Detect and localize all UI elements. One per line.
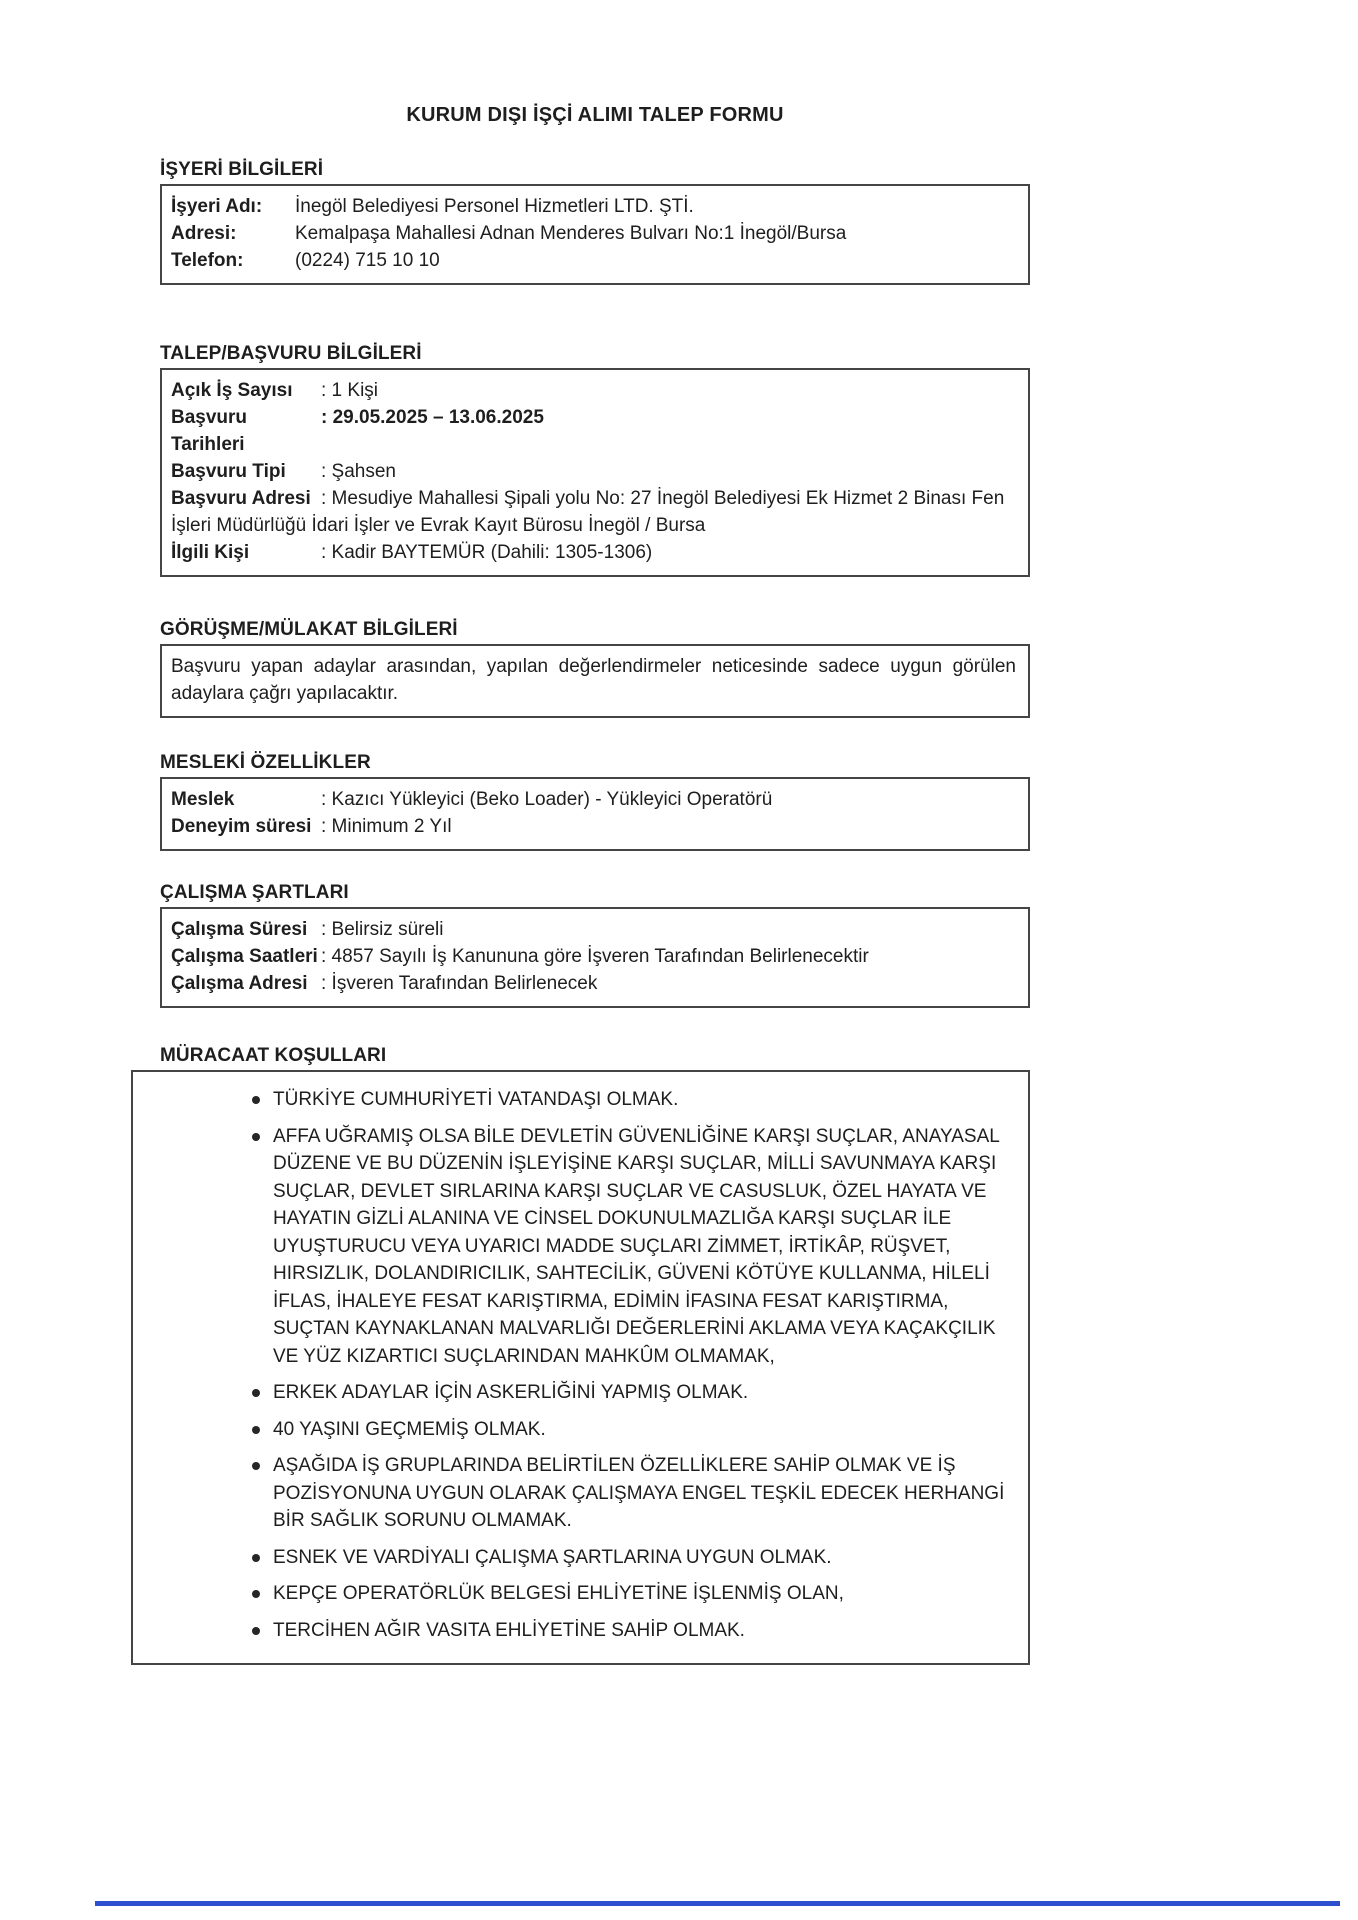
list-item-text: ESNEK VE VARDİYALI ÇALIŞMA ŞARTLARINA UYGUN OLMAK. [273, 1546, 832, 1568]
section-header-mesleki: MESLEKİ ÖZELLİKLER [160, 752, 371, 773]
field-label: Çalışma Saatleri [171, 946, 318, 967]
field-label: Çalışma Süresi [171, 919, 308, 940]
section-gorusme-mulakat [160, 619, 1030, 718]
field-value: : Şahsen [321, 461, 396, 482]
field-calisma-suresi [171, 916, 1016, 943]
field-label: Çalışma Adresi [171, 973, 308, 994]
list-item [245, 1452, 1014, 1535]
field-telefon [171, 247, 1016, 274]
field-basvuru-adresi [171, 485, 1016, 539]
footer-blue-line [95, 1901, 1340, 1906]
document-title: KURUM DIŞI İŞÇİ ALIMI TALEP FORMU [406, 104, 784, 126]
gorusme-text: Başvuru yapan adaylar arasından, yapılan değerlendirmeler neticesinde sadece uygun görülen adaylara çağrı yapılacaktır. [171, 656, 1016, 704]
bullet-icon [252, 1096, 260, 1104]
field-value: (0224) 715 10 10 [295, 250, 440, 271]
field-value: : Mesudiye Mahallesi Şipali yolu No: 27 İnegöl Belediyesi Ek Hizmet 2 Binası Fen İşleri Müdürlüğü İdari İşler ve Evrak Kayıt Bürosu İnegöl / Bursa [171, 488, 1005, 536]
bullet-icon [252, 1426, 260, 1434]
list-item [245, 1379, 1014, 1407]
section-muracaat-kosullari [160, 1045, 1030, 1665]
list-item [245, 1123, 1014, 1371]
list-item [245, 1580, 1014, 1608]
muracaat-box [131, 1070, 1030, 1665]
section-header-isyeri: İŞYERİ BİLGİLERİ [160, 159, 324, 180]
calisma-box [160, 907, 1030, 1008]
field-ilgili-kisi [171, 539, 1016, 566]
list-item-text: 40 YAŞINI GEÇMEMİŞ OLMAK. [273, 1418, 546, 1440]
list-item-text: AFFA UĞRAMIŞ OLSA BİLE DEVLETİN GÜVENLİĞİNE KARŞI SUÇLAR, ANAYASAL DÜZENE VE BU DÜZENİN İŞLEYİŞİNE KARŞI SUÇLAR, MİLLİ SAVUNMAYA KARŞI SUÇLAR, DEVLET SIRLARINA KARŞI SUÇLAR VE CASUSLUK, ÖZEL HAYATA VE HAYATIN GİZLİ ALANINA VE CİNSEL DOKUNULMAZLIĞA KARŞI SUÇLAR İLE UYUŞTURUCU VEYA UYARICI MADDE SUÇLARI ZİMMET, İRTİKÂP, RÜŞVET, HIRSIZLIK, DOLANDIRICILIK, SAHTECİLİK, GÜVENİ KÖTÜYE KULLANMA, HİLELİ İFLAS, İHALEYE FESAT KARIŞTIRMA, EDİMİN İFASINA FESAT KARIŞTIRMA, SUÇTAN KAYNAKLANAN MALVARLIĞI DEĞERLERİNİ AKLAMA VEYA KAÇAKÇILIK VE YÜZ KIZARTICI SUÇLARINDAN MAHKÛM OLMAMAK, [273, 1125, 1000, 1367]
field-value: : Kadir BAYTEMÜR (Dahili: 1305-1306) [321, 542, 653, 563]
field-deneyim-suresi [171, 813, 1016, 840]
gorusme-box [160, 644, 1030, 718]
field-adresi [171, 220, 1016, 247]
field-value: : İşveren Tarafından Belirlenecek [321, 973, 598, 994]
section-header-talep: TALEP/BAŞVURU BİLGİLERİ [160, 343, 422, 364]
list-item [245, 1416, 1014, 1444]
field-basvuru-tipi [171, 458, 1016, 485]
form-document [160, 104, 1030, 1665]
bullet-icon [252, 1554, 260, 1562]
field-value: : 4857 Sayılı İş Kanununa göre İşveren Tarafından Belirlenecektir [321, 946, 869, 967]
field-value: : 29.05.2025 – 13.06.2025 [321, 407, 544, 428]
field-value: : Belirsiz süreli [321, 919, 444, 940]
field-label: İşyeri Adı: [171, 196, 263, 217]
section-header-gorusme: GÖRÜŞME/MÜLAKAT BİLGİLERİ [160, 619, 458, 640]
field-label: Başvuru Tipi [171, 461, 286, 482]
bullet-icon [252, 1462, 260, 1470]
list-item-text: TÜRKİYE CUMHURİYETİ VATANDAŞI OLMAK. [273, 1089, 679, 1110]
field-label: Açık İş Sayısı [171, 380, 293, 401]
field-label: Meslek [171, 789, 235, 810]
section-header-muracaat: MÜRACAAT KOŞULLARI [160, 1045, 387, 1066]
field-label: Telefon: [171, 250, 244, 271]
list-item-text: AŞAĞIDA İŞ GRUPLARINDA BELİRTİLEN ÖZELLİKLERE SAHİP OLMAK VE İŞ POZİSYONUNA UYGUN OLARAK ÇALIŞMAYA ENGEL TEŞKİL EDECEK HERHANGİ BİR SAĞLIK SORUNU OLMAMAK. [273, 1455, 1005, 1531]
field-isyeri-adi [171, 193, 1016, 220]
list-item-text: ERKEK ADAYLAR İÇİN ASKERLİĞİNİ YAPMIŞ OLMAK. [273, 1382, 749, 1403]
bullet-icon [252, 1590, 260, 1598]
field-label: İlgili Kişi [171, 542, 250, 563]
section-header-calisma: ÇALIŞMA ŞARTLARI [160, 882, 349, 903]
field-label: Adresi: [171, 223, 237, 244]
list-item [245, 1617, 1014, 1645]
field-value: : Minimum 2 Yıl [321, 816, 452, 837]
field-label: Başvuru Tarihleri [171, 407, 248, 455]
list-item [245, 1544, 1014, 1572]
field-calisma-adresi [171, 970, 1016, 997]
field-value: Kemalpaşa Mahallesi Adnan Menderes Bulvarı No:1 İnegöl/Bursa [295, 223, 847, 244]
field-label: Deneyim süresi [171, 816, 312, 837]
muracaat-list [133, 1084, 1014, 1644]
field-value: : Kazıcı Yükleyici (Beko Loader) - Yükleyici Operatörü [321, 789, 773, 810]
field-value: İnegöl Belediyesi Personel Hizmetleri LTD. ŞTİ. [295, 196, 694, 217]
list-item-text: TERCİHEN AĞIR VASITA EHLİYETİNE SAHİP OLMAK. [273, 1619, 745, 1641]
field-value: : 1 Kişi [321, 380, 379, 401]
bullet-icon [252, 1627, 260, 1635]
field-meslek [171, 786, 1016, 813]
section-calisma-sartlari [160, 882, 1030, 1008]
bullet-icon [252, 1389, 260, 1397]
section-talep-basvuru [160, 343, 1030, 577]
list-item [245, 1086, 1014, 1114]
section-mesleki-ozellikler [160, 752, 1030, 851]
talep-box [160, 368, 1030, 577]
field-acik-is-sayisi [171, 377, 1016, 404]
list-item-text: KEPÇE OPERATÖRLÜK BELGESİ EHLİYETİNE İŞLENMİŞ OLAN, [273, 1583, 844, 1604]
mesleki-box [160, 777, 1030, 851]
bullet-icon [252, 1133, 260, 1141]
field-label: Başvuru Adresi [171, 488, 311, 509]
field-calisma-saatleri [171, 943, 1016, 970]
isyeri-box [160, 184, 1030, 285]
section-isyeri-bilgileri [160, 159, 1030, 285]
field-basvuru-tarihleri [171, 404, 1016, 458]
